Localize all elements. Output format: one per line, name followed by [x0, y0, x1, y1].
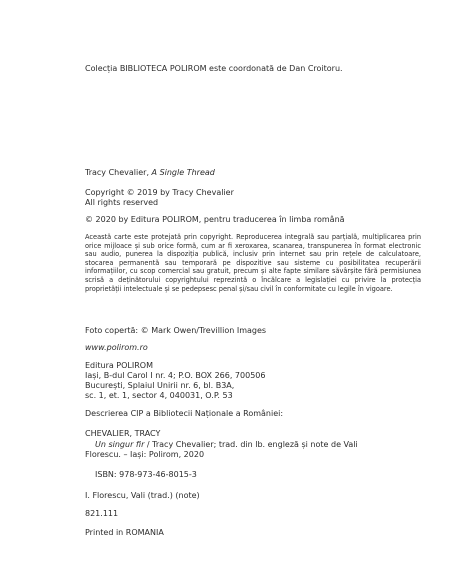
cip-description — [85, 440, 358, 450]
cover-photo-credit: Foto copertă: © Mark Owen/Trevillion Images — [85, 326, 267, 335]
publisher-name: Editura POLIROM — [85, 361, 153, 370]
copyright-line: Copyright © 2019 by Tracy Chevalier — [85, 188, 234, 197]
cip-desc-rest: / Tracy Chevalier; trad. din lb. engleză și note de Vali — [144, 440, 358, 449]
printed-in: Printed in ROMANIA — [85, 528, 164, 537]
cip-description-line-1 — [95, 440, 358, 450]
legal-notice: Această carte este protejată prin copyright. Reproducerea integrală sau parțială, multiplicarea prin orice mijloace și sub orice formă, cum ar fi xeroxarea, scanarea, transpunerea în format electronic sau audio, punerea la dispoziția publică, inclusiv prin internet sau prin rețele de calculatoare, stocarea permanentă sau temporară pe dispozitive sau sisteme cu posibilitatea recuperării informațiilor, cu scop comercial sau gratuit, precum și alte fapte similare săvârșite fără permisiunea scrisă a deținătorului copyrightului reprezintă o încălcare a legislației cu privire la protecția proprietății intelectuale și se pedepsesc penal și/sau civil în conformitate cu legile în vigoare. — [85, 233, 421, 293]
cip-author: CHEVALIER, TRACY — [85, 429, 161, 438]
original-title: A Single Thread — [151, 168, 215, 177]
cip-translator: I. Florescu, Vali (trad.) (note) — [85, 491, 200, 500]
publisher-address-2: București, Splaiul Unirii nr. 6, bl. B3A, — [85, 381, 235, 390]
cip-classification: 821.111 — [85, 509, 119, 518]
website-link[interactable]: www.polirom.ro — [85, 343, 148, 352]
cip-heading: Descrierea CIP a Bibliotecii Naționale a României: — [85, 409, 284, 418]
rights-reserved: All rights reserved — [85, 198, 159, 207]
original-title-line — [85, 168, 215, 178]
series-note: Colecția BIBLIOTECA POLIROM este coordonată de Dan Croitoru. — [85, 64, 343, 73]
cip-title: Un singur fir — [95, 440, 145, 449]
cip-description-line-2: Florescu. – Iași: Polirom, 2020 — [85, 450, 205, 459]
original-author: Tracy Chevalier, — [85, 168, 149, 177]
isbn: ISBN: 978-973-46-8015-3 — [95, 470, 197, 479]
publisher-address-1: Iași, B-dul Carol I nr. 4; P.O. BOX 266, 700506 — [85, 371, 266, 380]
publisher-block — [85, 361, 265, 401]
publisher-address-3: sc. 1, et. 1, sector 4, 040031, O.P. 53 — [85, 391, 233, 400]
translation-rights: © 2020 by Editura POLIROM, pentru traducerea în limba română — [85, 215, 345, 224]
